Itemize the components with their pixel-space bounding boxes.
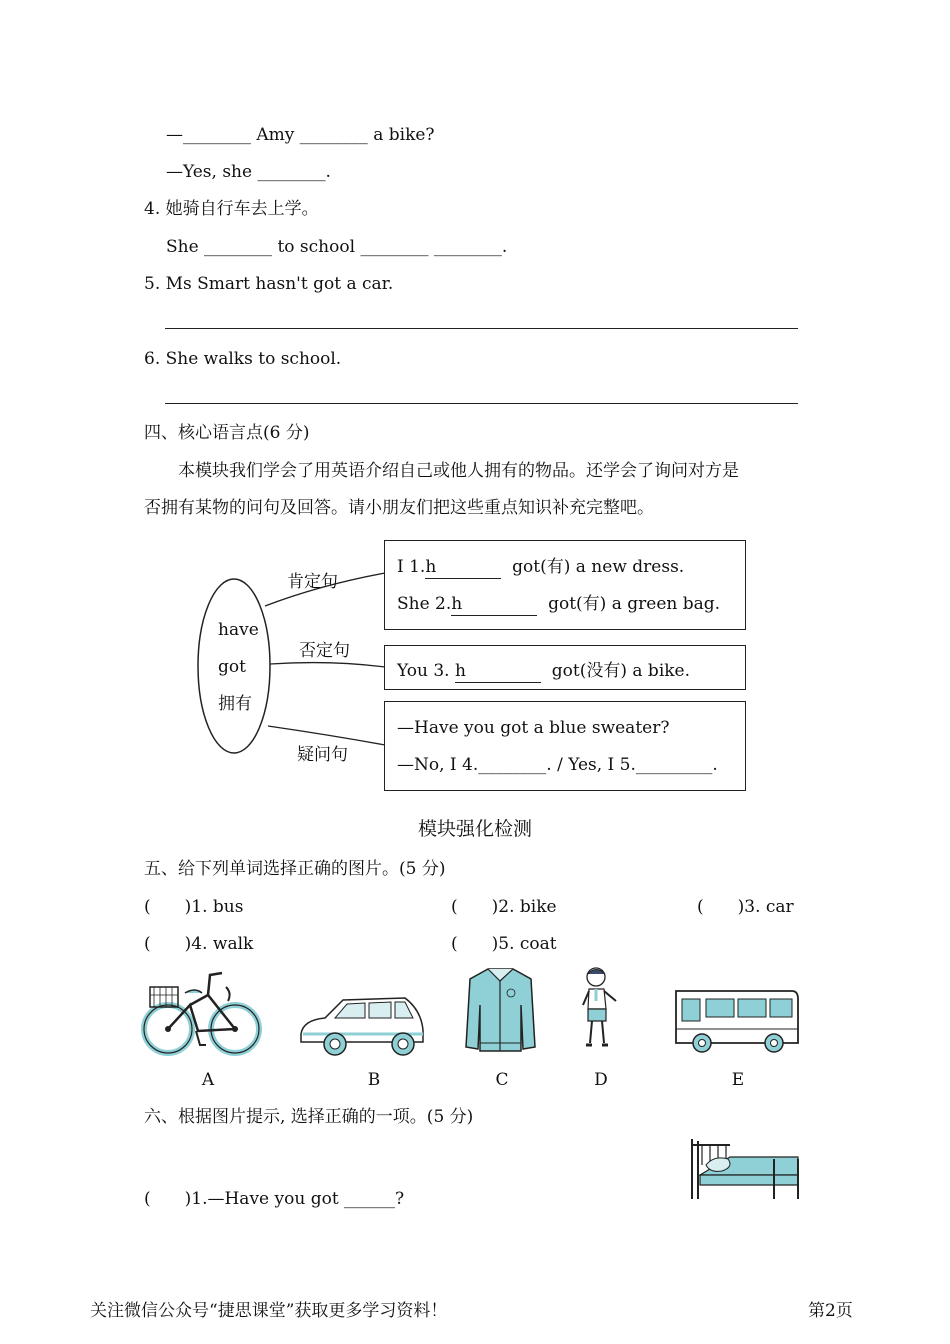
blank-1[interactable]: h [425,556,501,579]
q3-answer: —Yes, she ________. [166,162,331,182]
section5-heading: 五、给下列单词选择正确的图片。(5 分) [144,859,446,879]
module-title: 模块强化检测 [417,818,532,840]
branch-label-question: 疑问句 [297,745,348,765]
bed-picture [688,1135,803,1205]
s5-item-4[interactable]: ( )4. walk [144,934,254,954]
question-line: —Have you got a blue sweater? [397,718,670,738]
branch-label-positive: 肯定句 [287,572,338,592]
option-label-a: A [201,1070,215,1090]
option-label-d: D [594,1070,608,1090]
section4-heading: 四、核心语言点(6 分) [144,423,310,443]
s6-question-1[interactable]: ( )1.—Have you got ______? [144,1189,405,1209]
walk-picture [580,965,630,1055]
positive-1-start: I 1. [397,557,426,577]
option-label-e: E [731,1070,745,1090]
branch-line-negative [270,663,385,667]
negative-start: You 3. [397,661,455,681]
oval-word-meaning: 拥有 [218,694,252,714]
branch-label-negative: 否定句 [299,641,350,661]
bus-picture [672,985,802,1055]
positive-box [384,540,746,630]
section4-intro-line1: 本模块我们学会了用英语介绍自己或他人拥有的物品。还学会了询问对方是 [178,461,739,481]
q6-prompt: 6. She walks to school. [144,349,342,369]
answer-line: —No, I 4.________. / Yes, I 5._________. [397,755,718,775]
s5-item-3[interactable]: ( )3. car [697,897,794,917]
option-label-c: C [495,1070,509,1090]
branch-line-question [268,726,385,745]
positive-sentence-2 [397,593,720,616]
s5-item-2[interactable]: ( )2. bike [451,897,557,917]
oval-word-got: got [218,657,246,677]
blank-3[interactable]: h [455,660,541,683]
option-label-b: B [367,1070,381,1090]
positive-2-start: She 2. [397,594,452,614]
positive-sentence-1 [397,556,684,579]
bike-picture [140,965,270,1060]
negative-box [384,645,746,690]
question-box [384,701,746,791]
s5-item-5[interactable]: ( )5. coat [451,934,557,954]
negative-end: got(没有) a bike. [551,661,691,681]
section6-heading: 六、根据图片提示, 选择正确的一项。(5 分) [144,1107,474,1127]
negative-sentence [397,660,690,683]
footer-note: 关注微信公众号“捷思课堂”获取更多学习资料！ [90,1301,448,1321]
q5-prompt: 5. Ms Smart hasn't got a car. [144,274,394,294]
page-number: 第2页 [808,1301,853,1321]
q3-question: —________ Amy ________ a bike? [166,125,435,145]
car-picture [295,990,430,1060]
q4-number: 4. [144,199,161,219]
positive-2-end: got(有) a green bag. [548,594,721,614]
coat-picture [463,965,538,1055]
oval-word-have: have [218,620,259,640]
q4-sentence: She ________ to school ________ ________. [166,237,508,257]
q4-chinese: 她骑自行车去上学。 [165,199,319,219]
s5-item-1[interactable]: ( )1. bus [144,897,244,917]
section4-intro-line2: 否拥有某物的问句及回答。请小朋友们把这些重点知识补充完整吧。 [144,498,654,518]
positive-1-end: got(有) a new dress. [512,557,685,577]
blank-2[interactable]: h [451,593,537,616]
